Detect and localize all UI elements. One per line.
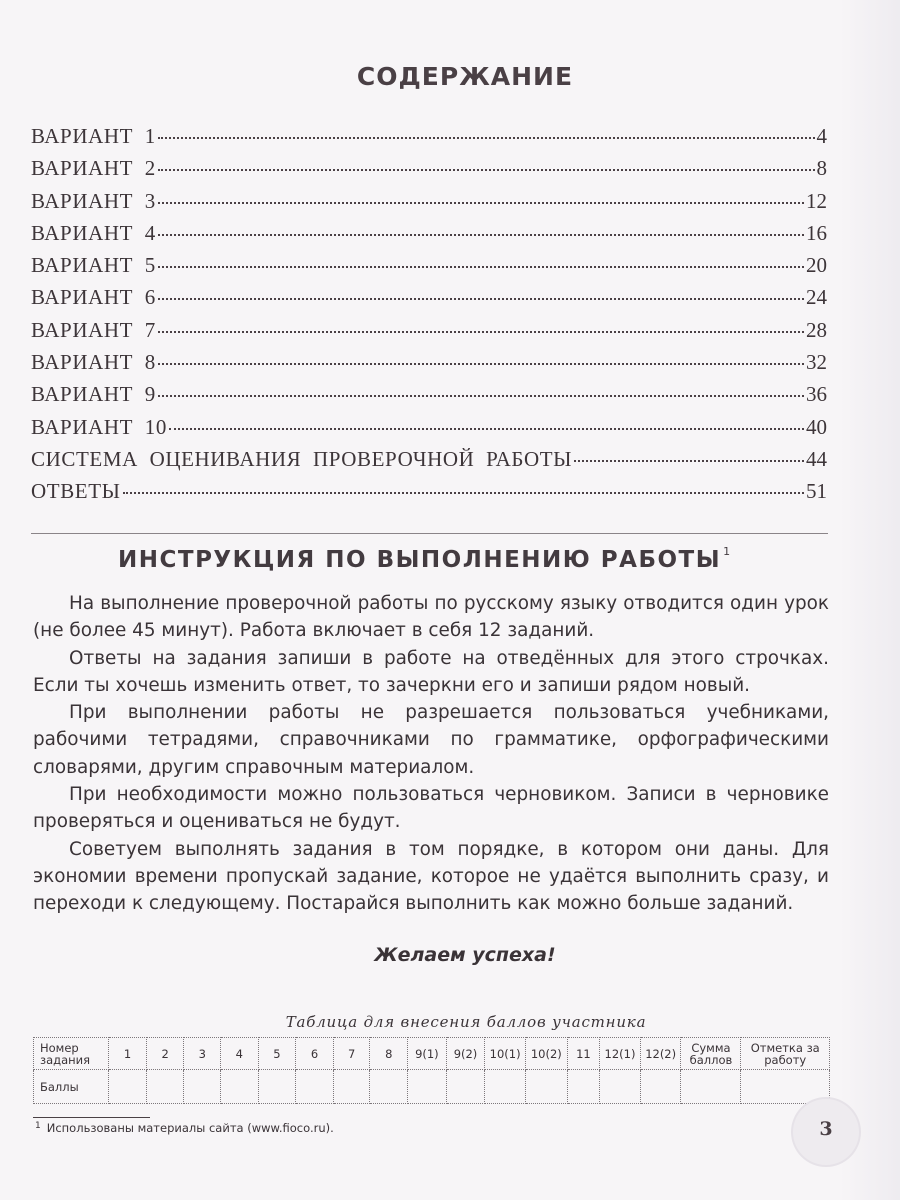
column-header: 7 [333,1038,370,1070]
footnote-rule [33,1117,150,1118]
score-cell[interactable] [258,1070,296,1104]
dot-leader [158,363,804,365]
dot-leader [158,169,815,171]
score-cell[interactable] [567,1070,600,1104]
toc-item[interactable] [31,382,827,414]
toc-item-label: ОТВЕТЫ [31,479,121,504]
score-cell[interactable] [600,1070,641,1104]
score-cell[interactable] [370,1070,408,1104]
score-cell[interactable] [640,1070,681,1104]
instructions-title-text: ИНСТРУКЦИЯ ПО ВЫПОЛНЕНИЮ РАБОТЫ [118,547,722,573]
score-cell[interactable] [525,1070,567,1104]
toc-item-label: ВАРИАНТ 8 [31,350,156,375]
column-header: 4 [221,1038,259,1070]
dot-leader [158,331,804,333]
toc-item-page: 12 [806,188,827,213]
toc-item-label: ВАРИАНТ 6 [31,285,156,310]
toc-item[interactable] [31,415,827,447]
column-header: 9(1) [408,1038,447,1070]
row-header-task: Номер задания [34,1038,109,1070]
column-header: 10(1) [485,1038,526,1070]
toc-item[interactable] [31,318,827,350]
toc-item-page: 44 [806,446,827,471]
column-header: 9(2) [446,1038,485,1070]
dot-leader [574,460,804,462]
instruction-paragraph: При выполнении работы не разрешается пользоваться учебниками, рабочими тетрадями, справочниками по грамматике, орфографическими словарями, другим справочным материалом. [33,702,829,778]
toc-item-label: ВАРИАНТ 9 [31,382,156,407]
score-cell[interactable] [408,1070,447,1104]
toc-item-page: 28 [806,317,827,342]
score-table-values-row [34,1070,830,1104]
dot-leader [158,234,804,236]
score-table [33,1037,830,1104]
instruction-paragraph: Советуем выполнять задания в том порядке, в котором они даны. Для экономии времени пропускай задание, которое не удаётся выполнить сразу, и переходи к следующему. Постарайся выполнить как можно больше заданий. [33,838,829,915]
toc-item-label: ВАРИАНТ 3 [31,188,156,213]
dot-leader [158,137,815,139]
score-cell[interactable] [184,1070,221,1104]
row-header-score: Баллы [34,1070,109,1104]
instruction-paragraph: При необходимости можно пользоваться черновиком. Записи в черновике проверяться и оцениваться не будут. [33,784,829,833]
toc-item[interactable] [31,124,827,156]
toc-item-page: 4 [816,124,827,148]
column-header: 8 [370,1038,408,1070]
footnote [35,1121,334,1135]
column-header: 11 [567,1038,600,1070]
column-header-grade: Отметка за работу [741,1038,830,1070]
page-number: 3 [819,1118,833,1140]
column-header: 12(1) [600,1038,641,1070]
score-cell[interactable] [485,1070,526,1104]
toc-item[interactable] [31,221,827,253]
toc-item-label: ВАРИАНТ 5 [31,253,156,278]
table-of-contents [31,124,827,512]
column-header: 1 [109,1038,147,1070]
toc-item-page: 16 [806,220,827,245]
score-table-caption: Таблица для внесения баллов участника [285,1013,647,1031]
dot-leader [158,266,804,268]
toc-item-label: ВАРИАНТ 1 [31,124,156,148]
total-score-cell[interactable] [681,1070,741,1104]
footnote-text: Использованы материалы сайта (www.fioco.ru). [46,1121,334,1135]
instructions-title [118,547,732,573]
column-header: 10(2) [525,1038,567,1070]
dot-leader [123,492,804,494]
score-cell[interactable] [296,1070,334,1104]
column-header: 3 [184,1038,221,1070]
toc-item-label: ВАРИАНТ 10 [31,414,167,439]
footnote-reference[interactable]: 1 [723,545,732,558]
toc-item-label: СИСТЕМА ОЦЕНИВАНИЯ ПРОВЕРОЧНОЙ РАБОТЫ [31,446,573,471]
column-header: 5 [258,1038,296,1070]
toc-item-label: ВАРИАНТ 7 [31,317,156,342]
score-cell[interactable] [221,1070,259,1104]
toc-item-page: 20 [806,253,827,278]
toc-item-label: ВАРИАНТ 2 [31,156,156,181]
toc-item-page: 40 [806,414,827,439]
dot-leader [158,202,804,204]
toc-item-label: ВАРИАНТ 4 [31,220,156,245]
section-divider [31,533,828,534]
column-header: 12(2) [640,1038,681,1070]
dot-leader [158,298,804,300]
dot-leader [158,395,804,397]
score-cell[interactable] [333,1070,370,1104]
toc-item[interactable] [31,350,827,382]
toc-item-page: 32 [806,350,827,375]
instruction-paragraph: Ответы на задания запиши в работе на отведённых для этого строчках. Если ты хочешь изменить ответ, то зачеркни его и запиши рядом новый. [33,647,829,696]
grade-cell[interactable] [741,1070,830,1104]
footnote-mark: 1 [35,1121,41,1131]
dot-leader [169,428,804,430]
score-cell[interactable] [446,1070,485,1104]
instructions-body [33,590,829,918]
toc-title: СОДЕРЖАНИЕ [356,62,574,91]
instruction-paragraph: На выполнение проверочной работы по русскому языку отводится один урок (не более 45 минут). Работа включает в себя 12 заданий. [33,593,829,642]
toc-item[interactable] [31,189,827,221]
column-header-total: Сумма баллов [681,1038,741,1070]
toc-item-page: 8 [816,156,827,181]
toc-item[interactable] [31,253,827,285]
toc-item[interactable] [31,285,827,317]
column-header: 6 [296,1038,334,1070]
score-table-header-row [34,1038,830,1070]
toc-item[interactable] [31,447,827,479]
toc-item[interactable] [31,479,827,511]
toc-item-page: 51 [806,479,827,504]
column-header: 2 [146,1038,184,1070]
score-cell[interactable] [146,1070,184,1104]
toc-item[interactable] [31,156,827,188]
toc-item-page: 24 [806,285,827,310]
good-luck-wish: Желаем успеха! [374,944,556,966]
toc-item-page: 36 [806,382,827,407]
score-cell[interactable] [109,1070,147,1104]
